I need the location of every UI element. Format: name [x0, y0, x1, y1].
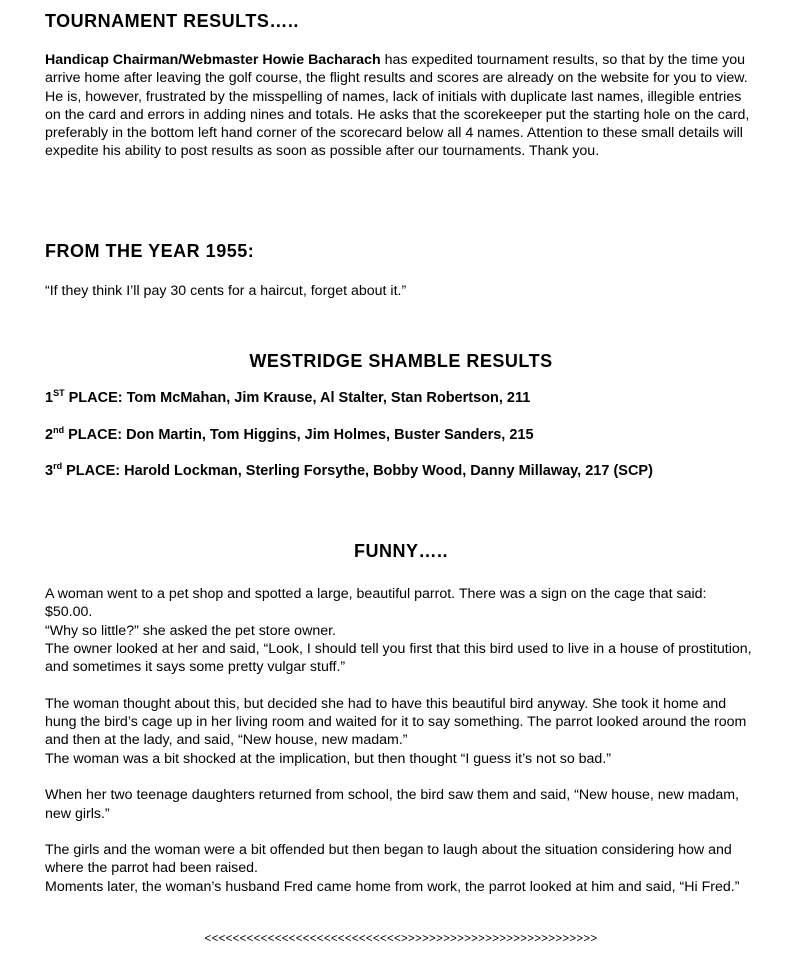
tournament-results-paragraph	[45, 51, 757, 161]
story-paragraph: The woman was a bit shocked at the implication, but then thought “I guess it’s not so bad.”	[45, 750, 611, 767]
section-divider: <<<<<<<<<<<<<<<<<<<<<<<<<<<<>>>>>>>>>>>>>>>>>>>>>>>>>>>>	[204, 933, 598, 945]
story-paragraph: When her two teenage daughters returned from school, the bird saw them and said, “New house, new madam, new girls.”	[45, 787, 739, 822]
story-paragraph: The woman thought about this, but decided she had to have this beautiful bird anyway. She took it home and hung the bird’s cage up in her living room and waited for it to say something. The parrot looked around the room and then at the lady, and said, “New house, new madam.”	[45, 695, 747, 749]
story-paragraph: Moments later, the woman’s husband Fred came home from work, the parrot looked at him and said, “Hi Fred.”	[45, 878, 740, 895]
tournament-lead-name: Handicap Chairman/Webmaster Howie Bacharach	[45, 52, 381, 68]
third-place-result: 3rd PLACE: Harold Lockman, Sterling Forsythe, Bobby Wood, Danny Millaway, 217 (SCP)	[45, 461, 653, 479]
year-1955-heading: FROM THE YEAR 1955:	[45, 241, 255, 261]
second-place-result: 2nd PLACE: Don Martin, Tom Higgins, Jim Holmes, Buster Sanders, 215	[45, 425, 534, 443]
story-paragraph: “Why so little?” she asked the pet store owner.	[45, 622, 336, 639]
funny-story	[45, 585, 757, 896]
story-paragraph: The owner looked at her and said, “Look, I should tell you first that this bird used to live in a house of prostitution, and sometimes it says some pretty vulgar stuff.”	[45, 640, 752, 676]
tournament-results-heading: TOURNAMENT RESULTS…..	[45, 11, 299, 31]
shamble-results-heading: WESTRIDGE SHAMBLE RESULTS	[249, 351, 553, 371]
first-place-result: 1ST PLACE: Tom McMahan, Jim Krause, Al Stalter, Stan Robertson, 211	[45, 388, 531, 406]
tournament-body-text: has expedited tournament results, so that by the time you arrive home after leaving the golf course, the flight results and scores are already on the website for you to view. He is, however, frustrated by the misspelling of names, lack of initials with duplicate last names, illegible entries on the card and errors in adding nines and totals. He asks that the scorekeeper put the starting hole on the card, preferably in the bottom left hand corner of the scorecard below all 4 names. Attention to these small details will expedite his ability to post results as soon as possible after our tournaments. Thank you.	[45, 52, 750, 160]
story-paragraph: The girls and the woman were a bit offended but then began to laugh about the situation considering how and where the parrot had been raised.	[45, 842, 732, 877]
story-paragraph: A woman went to a pet shop and spotted a large, beautiful parrot. There was a sign on the cage that said: $50.00.	[45, 586, 707, 621]
year-1955-quote: “If they think I’ll pay 30 cents for a haircut, forget about it.”	[45, 283, 407, 299]
funny-heading: FUNNY…..	[354, 541, 448, 561]
